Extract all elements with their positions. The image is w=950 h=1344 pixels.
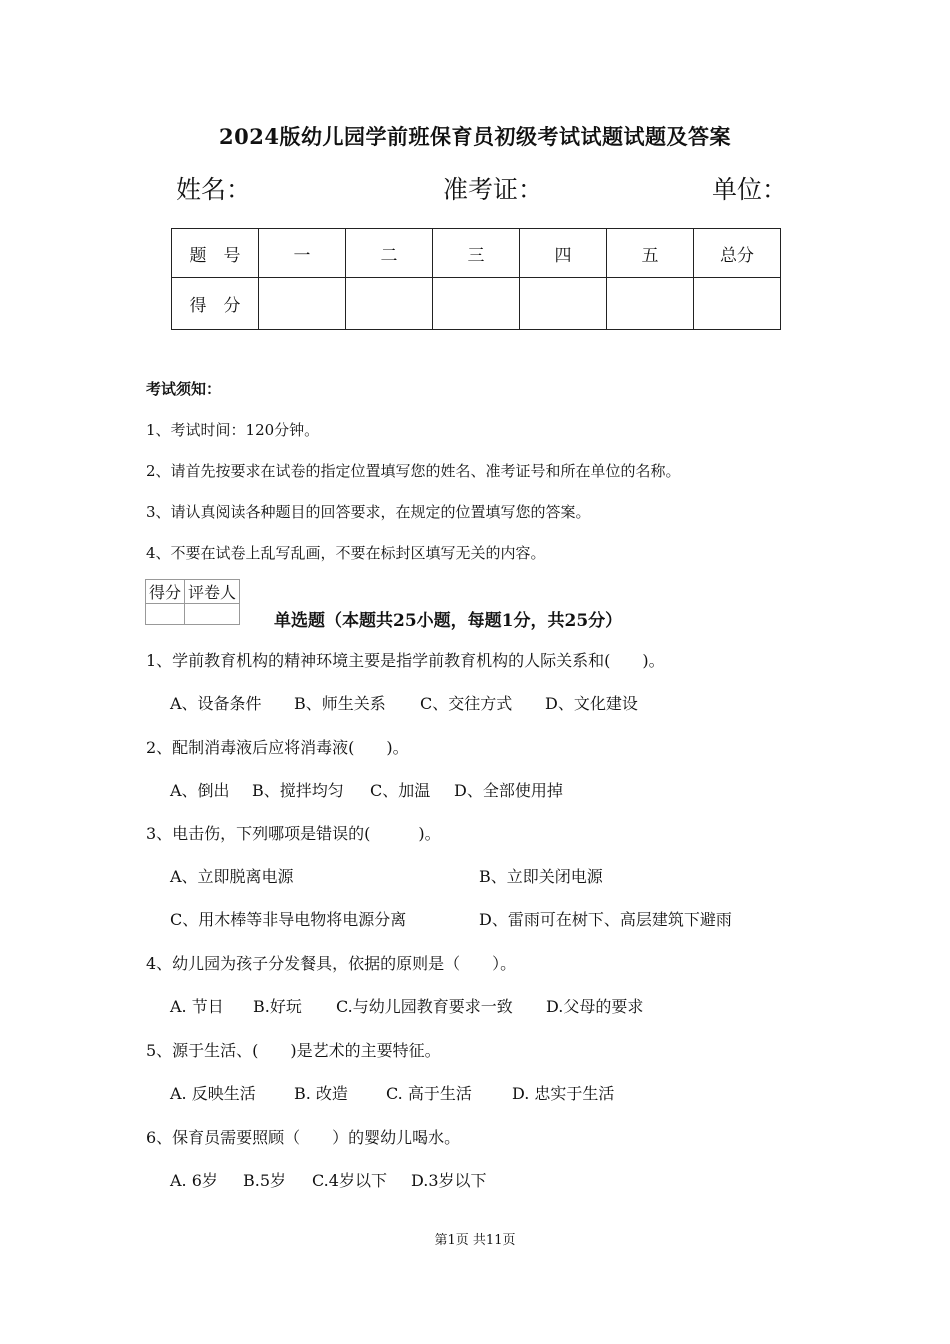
option: C、用木棒等非导电物将电源分离 [170,910,407,929]
score-table-header-cell: 总分 [694,229,781,278]
option: B. 改造 [294,1084,348,1103]
option: C. 高于生活 [386,1084,472,1103]
option: B.5岁 [243,1171,287,1190]
notice-item: 2、请首先按要求在试卷的指定位置填写您的姓名、准考证号和所在单位的名称。 [146,462,681,480]
option: C、加温 [370,781,431,800]
option: D、全部使用掉 [454,781,563,800]
score-cell[interactable] [259,278,346,330]
option: B、立即关闭电源 [479,867,603,886]
exam-number-field-label: 准考证： [443,175,544,204]
option: C.与幼儿园教育要求一致 [336,997,513,1016]
grader-box [145,579,240,625]
question-stem: 6、保育员需要照顾（ ）的婴幼儿喝水。 [146,1128,461,1147]
grader-reviewer-cell[interactable] [185,604,240,625]
notice-item: 1、考试时间：120分钟。 [146,421,320,439]
score-table-header-cell: 四 [520,229,607,278]
notice-title: 考试须知： [146,380,222,398]
score-row-label: 得 分 [172,278,259,330]
section-title: 单选题（本题共25小题，每题1分，共25分） [274,611,623,631]
question-stem: 3、电击伤，下列哪项是错误的( )。 [146,824,441,843]
option: D、雷雨可在树下、高层建筑下避雨 [479,910,732,929]
score-cell[interactable] [607,278,694,330]
option: D.父母的要求 [546,997,644,1016]
option: D.3岁以下 [411,1171,487,1190]
grader-reviewer-label: 评卷人 [185,580,240,604]
option: A. 6岁 [170,1171,218,1190]
option: C、交往方式 [420,694,513,713]
option: A. 节日 [170,997,224,1016]
grader-score-label: 得分 [146,580,185,604]
option: A、倒出 [170,781,230,800]
question-stem: 4、幼儿园为孩子分发餐具，依据的原则是（ ）。 [146,954,517,973]
option: B.好玩 [253,997,302,1016]
question-stem: 1、学前教育机构的精神环境主要是指学前教育机构的人际关系和( )。 [146,651,665,670]
score-table-header-cell: 三 [433,229,520,278]
notice-item: 3、请认真阅读各种题目的回答要求，在规定的位置填写您的答案。 [146,503,591,521]
option: A. 反映生活 [170,1084,256,1103]
option: C.4岁以下 [312,1171,387,1190]
option: B、搅拌均匀 [252,781,344,800]
score-table-header-cell: 一 [259,229,346,278]
question-stem: 5、源于生活、( )是艺术的主要特征。 [146,1041,441,1060]
score-cell[interactable] [520,278,607,330]
name-field-label: 姓名： [176,175,252,204]
page-footer: 第1页 共11页 [434,1233,516,1248]
score-table [171,228,781,330]
option: A、设备条件 [170,694,262,713]
question-stem: 2、配制消毒液后应将消毒液( )。 [146,738,409,757]
grader-score-cell[interactable] [146,604,185,625]
score-table-header-cell: 题 号 [172,229,259,278]
notice-item: 4、不要在试卷上乱写乱画，不要在标封区填写无关的内容。 [146,544,546,562]
score-cell[interactable] [433,278,520,330]
option: D. 忠实于生活 [512,1084,615,1103]
option: B、师生关系 [294,694,386,713]
score-cell[interactable] [694,278,781,330]
option: D、文化建设 [545,694,638,713]
unit-field-label: 单位： [712,175,788,204]
score-table-header-cell: 二 [346,229,433,278]
score-table-header-cell: 五 [607,229,694,278]
document-title: 2024版幼儿园学前班保育员初级考试试题试题及答案 [219,124,731,149]
score-cell[interactable] [346,278,433,330]
option: A、立即脱离电源 [170,867,294,886]
